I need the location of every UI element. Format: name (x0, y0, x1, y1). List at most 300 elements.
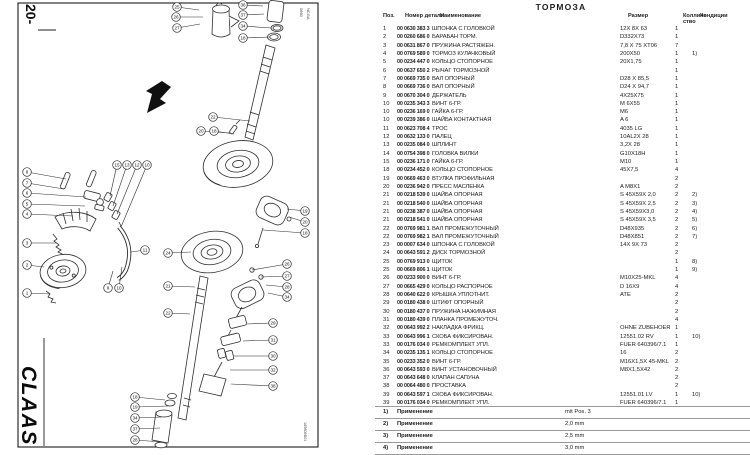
cell-name: КОЛЬЦО СТОПОРНОЕ (432, 350, 493, 357)
cell-qty: 4 (675, 275, 679, 282)
cell-qty: 4 (675, 316, 679, 323)
return-spring (53, 234, 64, 255)
cell-cond (692, 299, 737, 307)
cell-cond: 5) (692, 217, 698, 224)
cell-qty: 1 (675, 258, 679, 265)
cell-size: D48X935 (620, 225, 645, 232)
cell-size: 14X 9X 73 (620, 242, 648, 249)
cell-qty: 4 (675, 167, 679, 174)
cell-qty: 1 (675, 34, 679, 41)
cell-size: M16X1,5X 45-MKL (620, 358, 669, 365)
callout-number: 22 (165, 310, 171, 316)
callout-number: 27 (284, 273, 290, 279)
callout-number: 38 (270, 383, 276, 389)
cell-cond (692, 366, 737, 374)
cell-size: S 45X59X 2,0 (620, 192, 656, 199)
callout-number: 18 (211, 128, 217, 134)
cell-pos: 27 (383, 283, 390, 290)
cell-pos: 22 (383, 225, 390, 232)
callout-number: 15 (114, 162, 120, 168)
upper-disc (200, 136, 276, 192)
upper-shaft (245, 45, 275, 140)
cell-part: 00 0176 034 0 (397, 341, 430, 348)
cell-part: 00 0235 135 1 (397, 350, 430, 357)
callout-number: 3 (25, 240, 29, 246)
cell-size: OHNE ZUBEHOER (620, 325, 671, 332)
callout-number: 9 (106, 285, 110, 291)
support-bracket (254, 194, 291, 227)
anchor-pins (60, 170, 97, 190)
cell-cond: 3) (692, 200, 698, 207)
note-label: Применение (397, 420, 433, 427)
cell-pos: 39 (383, 400, 390, 407)
cell-pos: 9 (383, 92, 387, 99)
table-row (375, 92, 750, 100)
callout-number: 27 (174, 25, 180, 31)
callout-number: 32 (270, 367, 276, 373)
cell-name: ПРЕСС МАСЛЕНКА (432, 183, 485, 190)
cell-size: FUER 640396/7.1 (620, 341, 667, 348)
table-row (375, 116, 750, 124)
cell-cond (692, 249, 737, 257)
cell-size: D332X73 (620, 34, 645, 41)
cell-cond (692, 241, 737, 249)
callout-number: 34 (240, 23, 246, 29)
note-row (375, 442, 750, 455)
cell-pos: 13 (383, 142, 390, 149)
cell-size (620, 374, 675, 382)
corner-code-top-a: 0860 (299, 8, 304, 17)
cell-qty: 4 (675, 283, 679, 290)
callout-number: 19 (302, 208, 308, 214)
cell-part: 00 0669 735 0 (397, 75, 430, 82)
cell-cond (692, 183, 737, 191)
cell-cond: 7) (692, 233, 698, 240)
cell-part: 00 0064 480 0 (397, 383, 430, 390)
direction-arrow (146, 81, 171, 113)
cell-qty: 2 (675, 217, 679, 224)
cell-pos: 31 (383, 316, 390, 323)
cell-pos: 10 (383, 109, 390, 116)
cell-name: РЕМКОМПЛЕКТ УПЛ. (432, 400, 490, 407)
page-title: ТОРМОЗА (535, 2, 587, 12)
cell-qty: 2 (675, 350, 679, 357)
table-row (375, 25, 750, 33)
table-row (375, 108, 750, 116)
cell-cond: 1) (692, 50, 698, 57)
cell-qty: 2 (675, 200, 679, 207)
table-row (375, 333, 750, 341)
cell-pos: 12 (383, 134, 390, 141)
table-row (375, 75, 750, 83)
callout-leader (252, 264, 287, 270)
cell-part: 00 0769 982 1 (397, 233, 430, 240)
cell-cond (692, 358, 737, 366)
cell-pos: 28 (383, 292, 390, 298)
col-header-qty2: ство (683, 18, 696, 25)
cell-cond (692, 125, 737, 133)
cell-name: КОЛЬЦО СТОПОРНОЕ (432, 59, 493, 66)
callout-number: 21 (165, 283, 171, 289)
cell-name: ПЛАНКА ПРОМЕЖУТОЧ. (432, 316, 499, 323)
cell-qty: 1 (675, 159, 679, 165)
cell-name: РЫЧАГ ТОРМОЗНОЙ (432, 67, 490, 74)
table-row (375, 299, 750, 307)
cell-cond (692, 316, 737, 324)
cell-pos: 38 (383, 383, 390, 390)
callout-number: 29 (270, 320, 276, 326)
table-row (375, 125, 750, 133)
cell-name: ВАЛ ОПОРНЫЙ (432, 75, 475, 82)
note-label: Применение (397, 444, 433, 451)
cell-name: КЛАПАН САПУНА (432, 375, 480, 382)
cell-qty: 1 (675, 50, 679, 57)
cell-size: M6 (620, 109, 629, 116)
cell-name: ШАЙБА ОПОРНАЯ (432, 200, 483, 207)
cell-cond (692, 324, 737, 332)
cell-qty: 2 (675, 375, 679, 382)
cell-name: ДИСК ТОРМОЗНОЙ (432, 250, 486, 257)
callout-number: 30 (270, 353, 276, 359)
cell-part: 00 0643 597 1 (397, 391, 430, 398)
callout-number: 4 (25, 211, 29, 217)
cell-part: 00 0643 992 2 (397, 325, 430, 332)
cell-cond (692, 133, 737, 141)
cell-part: 00 0637 650 2 (397, 67, 430, 74)
cell-qty: 2 (675, 358, 679, 365)
callout-number: 22 (210, 114, 216, 120)
cell-qty: 1 (675, 109, 679, 116)
cell-size: 4X25X75 (620, 92, 644, 99)
table-row (375, 258, 750, 266)
cell-cond (692, 83, 737, 91)
cell-name: ГОЛОВКА ВИЛКИ (432, 150, 479, 157)
cell-qty: 2 (675, 175, 679, 182)
cell-pos: 33 (383, 333, 390, 340)
table-row (375, 349, 750, 357)
cell-name: ЩИТОК (432, 258, 453, 265)
cell-name: ВИНТ УСТАНОВОЧНЫЙ (432, 366, 497, 373)
cell-qty: 1 (675, 84, 679, 91)
table-row (375, 291, 750, 299)
cell-size: 10AL2X 28 (620, 134, 649, 141)
brake-drum (38, 251, 88, 291)
cell-size: M10X25-MKL (620, 275, 656, 282)
small-spring (46, 291, 56, 303)
cell-pos: 6 (383, 67, 387, 74)
callout-number: 1 (25, 290, 29, 296)
callout-number: 34 (284, 294, 290, 300)
cell-size: 12551.01 LV (620, 391, 653, 398)
cell-pos: 22 (383, 233, 390, 240)
callout-number: 18 (132, 394, 138, 400)
table-row (375, 391, 750, 399)
cell-pos: 19 (383, 175, 390, 182)
table-row (375, 316, 750, 324)
col-header-cond: Кондиции (700, 13, 728, 19)
cell-qty: 2 (675, 208, 679, 215)
cell-size: D 16X9 (620, 283, 640, 290)
cell-size: 12X 8X 63 (620, 26, 648, 32)
cell-size: ATE (620, 292, 631, 298)
cell-part: 00 0769 913 0 (397, 258, 430, 265)
callout-number: 37 (240, 12, 246, 18)
cell-qty: 1 (675, 134, 679, 141)
cell-qty: 2 (675, 292, 679, 298)
callout-leader (25, 201, 85, 207)
cell-name: ШАЙБА ОПОРНАЯ (432, 192, 483, 199)
cell-size: FUER 640396/7.1 (620, 400, 667, 407)
cell-qty: 1 (675, 400, 679, 407)
cell-cond (692, 166, 737, 174)
cell-pos: 23 (383, 242, 390, 249)
cell-cond (692, 308, 737, 316)
cell-name: ТРОС (432, 125, 448, 132)
cell-name: КОЛЬЦО РАСПОРНОЕ (432, 283, 493, 290)
caliper-bracket (229, 278, 267, 311)
note-value: mit Pos. 3 (565, 409, 591, 415)
cell-pos: 33 (383, 341, 390, 348)
table-row (375, 208, 750, 216)
cell-cond (692, 100, 737, 108)
callout-leader (25, 180, 64, 189)
cell-cond: 10) (692, 333, 701, 340)
callout-number: 28 (132, 437, 138, 443)
cell-qty: 7 (675, 42, 679, 49)
cell-pos: 10 (383, 117, 390, 124)
cell-cond: 10) (692, 391, 701, 398)
callout-number: 24 (165, 250, 171, 256)
note-row (375, 418, 750, 430)
cell-cond (692, 274, 737, 282)
cell-part: 00 0234 447 0 (397, 59, 430, 66)
callout-number: 26 (173, 14, 179, 20)
cell-part: 00 0238 387 0 (397, 208, 430, 215)
cell-qty: 2 (675, 225, 679, 232)
cell-pos: 14 (383, 150, 390, 157)
cell-qty: 2 (675, 366, 679, 373)
callout-number: 8 (25, 169, 29, 175)
cell-qty: 1 (675, 341, 679, 348)
cell-name: РЕМКОМПЛЕКТ УПЛ. (432, 341, 490, 348)
cell-size: M 6X55 (620, 100, 640, 107)
cell-cond: 2) (692, 192, 698, 199)
table-row (375, 166, 750, 174)
cell-name: ШПОНКА С ГОЛОВКОЙ (432, 242, 495, 249)
cell-pos: 21 (383, 192, 390, 199)
cell-name: ВИНТ 6-ГР. (432, 100, 462, 107)
callout-number: 2 (25, 262, 29, 268)
cell-pos: 25 (383, 258, 390, 265)
cell-qty: 1 (675, 75, 679, 82)
cell-cond (692, 42, 737, 50)
cell-size (620, 266, 675, 274)
callout-leader (110, 165, 117, 196)
cell-part: 00 0769 589 0 (397, 50, 430, 57)
cell-pos: 26 (383, 275, 390, 282)
note-mark: 1) (383, 409, 389, 415)
brake-cable-lever (118, 227, 129, 279)
cell-qty: 2 (675, 250, 679, 257)
cell-size: S 45X59X 2,5 (620, 200, 656, 207)
table-row (375, 83, 750, 91)
cell-pos: 4 (383, 50, 387, 57)
cell-name: НАКЛАДКА ФРИКЦ. (432, 325, 485, 332)
cell-size (620, 67, 675, 75)
cell-name: ПАЛЕЦ (432, 134, 452, 141)
cell-size (620, 316, 675, 324)
cell-name: КОЛЬЦО СТОПОРНОЕ (432, 167, 493, 174)
cell-name: ШАЙБА КОНТАКТНАЯ (432, 117, 492, 124)
cell-qty: 1 (675, 333, 679, 340)
cell-part: 00 0769 981 1 (397, 225, 430, 232)
table-row (375, 33, 750, 41)
reservoir-part (212, 3, 239, 37)
cell-qty: 1 (675, 391, 679, 398)
cell-part: 00 0260 686 0 (397, 34, 430, 41)
cell-qty: 2 (675, 383, 679, 390)
cell-cond (692, 141, 737, 149)
section-label: 20- (23, 4, 39, 25)
cell-size: A M8X1 (620, 183, 641, 190)
cell-qty: 1 (675, 267, 679, 274)
callout-number: 18 (302, 230, 308, 236)
cell-name: ВАЛ ПРОМЕЖУТОЧНЫЙ (432, 233, 499, 240)
table-row (375, 191, 750, 199)
cell-cond (692, 33, 737, 41)
cell-part: 00 0665 429 0 (397, 283, 430, 290)
table-row (375, 200, 750, 208)
cell-size (620, 299, 675, 307)
cell-name: ВИНТ 6-ГР. (432, 358, 462, 365)
cell-part: 00 0218 540 0 (397, 200, 430, 207)
note-row (375, 430, 750, 442)
table-header (375, 13, 750, 25)
callout-leader (263, 230, 305, 233)
cell-size: 7,8 X 75 XT06 (620, 42, 658, 49)
cell-pos: 5 (383, 59, 387, 66)
cell-part: 00 0239 386 0 (397, 117, 430, 124)
cell-name: ВТУЛКА ПРОФИЛЬНАЯ (432, 175, 495, 182)
cell-pos: 21 (383, 200, 390, 207)
table-row (375, 133, 750, 141)
cell-part: 00 0669 806 1 (397, 267, 430, 274)
callout-number: 19 (132, 404, 138, 410)
cell-qty: 2 (675, 300, 679, 307)
lower-shaft (178, 276, 208, 420)
table-row (375, 374, 750, 382)
note-mark: 4) (383, 444, 389, 451)
cell-pos: 36 (383, 366, 390, 373)
pad-stack (199, 307, 247, 396)
cell-part: 00 0233 900 0 (397, 275, 430, 282)
cell-pos: 37 (383, 375, 390, 382)
table-row (375, 382, 750, 390)
callout-number: 34 (132, 415, 138, 421)
cell-qty: 1 (675, 92, 679, 99)
table-row (375, 233, 750, 241)
note-label: Применение (397, 409, 433, 415)
cell-name: ШПОНКА С ГОЛОВКОЙ (432, 26, 495, 32)
cell-size (620, 249, 675, 257)
cell-size: D24 X 94,7 (620, 84, 650, 91)
cell-name: СКОБА ФИКСИРОВАН. (432, 391, 494, 398)
cell-part: 00 0218 539 0 (397, 192, 430, 199)
cell-cond: 4) (692, 208, 698, 215)
cell-pos: 7 (383, 75, 387, 82)
col-header-size: Размер (628, 13, 649, 19)
callout-leader (213, 117, 250, 121)
cell-size (620, 258, 675, 266)
cell-cond: 6) (692, 225, 698, 232)
callout-number: 6 (25, 190, 29, 196)
cell-cond (692, 67, 737, 75)
drawing-page (0, 0, 375, 450)
callout-number: 10 (116, 285, 122, 291)
cell-cond (692, 341, 737, 349)
cell-pos: 32 (383, 325, 390, 332)
cell-part: 00 0180 439 0 (397, 316, 430, 323)
parts-table-page (375, 0, 750, 450)
cell-name: ШПЛИНТ (432, 142, 457, 149)
cell-name: ПРУЖИНА РАСТЯЖЕН. (432, 42, 495, 49)
note-mark: 3) (383, 432, 389, 439)
callout-leader (25, 190, 86, 197)
cell-qty: 1 (675, 117, 679, 124)
col-header-part: Номер детали (405, 13, 445, 19)
cell-part: 00 0236 169 0 (397, 109, 430, 116)
cell-qty: 2 (675, 233, 679, 240)
callout-number: 20 (302, 219, 308, 225)
note-mark: 2) (383, 420, 389, 427)
cell-name: ШАЙБА ОПОРНАЯ (432, 208, 483, 215)
table-row (375, 175, 750, 183)
col-header-name: Наименование (440, 13, 482, 19)
table-row (375, 225, 750, 233)
cell-cond (692, 382, 737, 390)
table-row (375, 308, 750, 316)
cell-part: 00 0754 398 0 (397, 150, 430, 157)
cell-part: 00 0176 034 0 (397, 400, 430, 407)
cell-size (620, 175, 675, 183)
cell-pos: 2 (383, 34, 387, 41)
cell-pos: 8 (383, 84, 387, 91)
cell-size: 12551.02 RV (620, 333, 654, 340)
cell-pos: 25 (383, 267, 390, 274)
note-value: 2,5 mm (565, 432, 585, 439)
cell-part: 00 0623 708 4 (397, 125, 430, 132)
table-row (375, 266, 750, 274)
callout-number: 20 (198, 128, 204, 134)
cylinder-part (267, 0, 284, 41)
cell-cond (692, 25, 737, 33)
table-row (375, 100, 750, 108)
cell-name: КРЫШКА УПЛОТНИТ. (432, 292, 490, 298)
cell-part: 00 0180 438 0 (397, 300, 430, 307)
cell-name: БАРАБАН ТОРМ. (432, 34, 477, 41)
cell-part: 00 0643 593 0 (397, 366, 430, 373)
note-row (375, 406, 750, 418)
callout-number: 11 (142, 247, 148, 253)
cell-part: 00 0643 648 0 (397, 375, 430, 382)
callout-leader (231, 384, 273, 386)
cell-pos: 29 (383, 300, 390, 307)
cell-qty: 1 (675, 26, 679, 32)
cell-pos: 39 (383, 391, 390, 398)
callout-leader (135, 406, 168, 407)
cell-cond (692, 116, 737, 124)
cell-cond (692, 175, 737, 183)
